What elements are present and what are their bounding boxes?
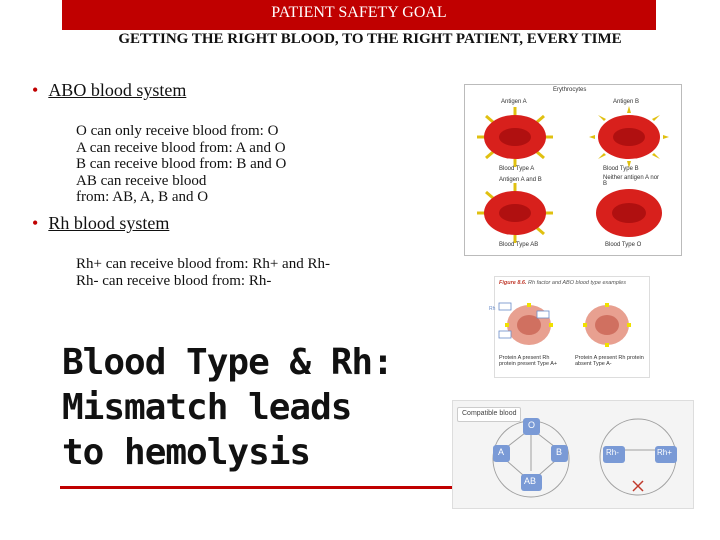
type-b-cell (589, 106, 669, 168)
type-ab-text: AB (524, 476, 537, 486)
hemolysis-callout (62, 340, 393, 475)
compatibility-figure (452, 400, 694, 509)
neither-antigen-label: Neither antigen A nor B (603, 175, 660, 187)
rh-neg-text: Rh- (606, 448, 619, 457)
rh-pos-text: Rh+ (657, 448, 672, 457)
rh-negative-note: Protein A present Rh protein absent Type A- (575, 355, 644, 367)
subtitle: GETTING THE RIGHT BLOOD, TO THE RIGHT PATIENT, EVERY TIME (118, 31, 622, 47)
type-ab-cell (477, 183, 553, 243)
callout-line: to hemolysis (62, 432, 311, 473)
rh-figure (489, 276, 650, 378)
type-o-label: Blood Type O (605, 242, 642, 248)
rh-heading: • Rh blood system (32, 213, 170, 233)
type-ab-label: Blood Type AB (499, 242, 539, 248)
type-a-text: A (498, 447, 505, 457)
rh-positive-cell (499, 303, 553, 345)
type-a-label: Blood Type A (499, 166, 535, 172)
both-antigens-label: Antigen A and B (499, 177, 542, 183)
callout-line: Mismatch leads (62, 387, 352, 428)
compatible-blood-title: Compatible blood (462, 410, 517, 417)
divider-line (60, 486, 455, 489)
abo-line: AB can receive blood (76, 172, 207, 189)
figure-header: Erythrocytes (553, 87, 587, 93)
abo-line: A can receive blood from: A and O (76, 139, 286, 156)
rh-line: Rh- can receive blood from: Rh- (76, 272, 272, 289)
abo-line: B can receive blood from: B and O (76, 156, 287, 172)
figure-caption: Figure 8.6. Rh factor and ABO blood type examples (499, 280, 626, 286)
rh-lines (76, 256, 330, 289)
banner-title: PATIENT SAFETY GOAL (271, 4, 447, 21)
rh-negative-cell (583, 303, 631, 347)
type-b-text: B (556, 447, 563, 457)
rh-tag: Rh (489, 306, 496, 312)
bullet-icon: • (32, 213, 39, 233)
type-o-cell (596, 189, 662, 237)
type-a-cell (477, 107, 553, 167)
abo-line: from: AB, A, B and O (76, 189, 209, 205)
incompatible-x-icon (633, 481, 643, 491)
abo-lines (76, 123, 286, 206)
rh-positive-note: Protein A present Rh protein present Type A+ (499, 355, 558, 367)
callout-line: Blood Type & Rh: (62, 342, 393, 383)
type-b-label: Blood Type B (603, 166, 639, 172)
title-banner (62, 0, 656, 30)
type-o-text: O (528, 420, 536, 430)
abo-line: O can only receive blood from: O (76, 123, 279, 139)
rh-line: Rh+ can receive blood from: Rh+ and Rh- (76, 256, 330, 272)
abo-figure (464, 84, 682, 256)
antigen-b-label: Antigen B (613, 99, 640, 105)
abo-heading: • ABO blood system (32, 80, 187, 100)
antigen-a-label: Antigen A (501, 99, 527, 105)
bullet-icon: • (32, 80, 39, 100)
erythrocyte-graphic (465, 85, 681, 255)
